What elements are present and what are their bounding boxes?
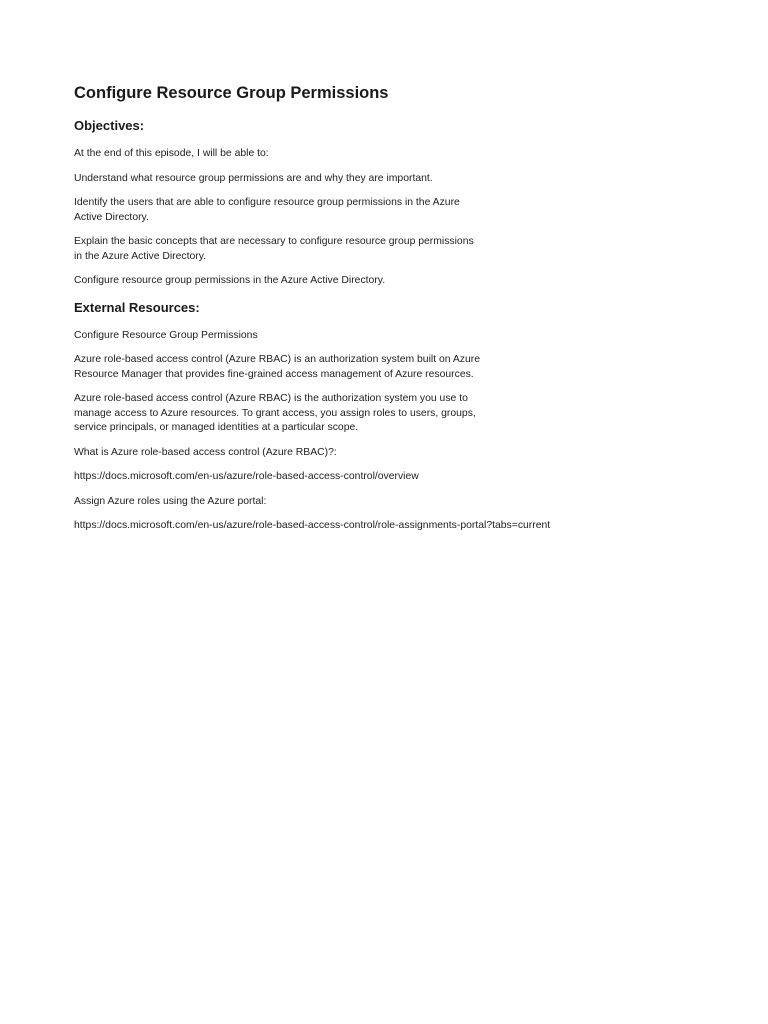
resource-link-label: What is Azure role-based access control (Azure RBAC)?: [74, 446, 337, 458]
external-resources-heading: External Resources: [74, 299, 200, 315]
objective-item: Configure resource group permissions in the Azure Active Directory. [74, 275, 386, 286]
resource-description: Azure role-based access control (Azure RBAC) is the authorization system you use to manage access to Azure resources. To grant access, you assign roles to users, groups, service principals, or managed identities at a particular scope. [74, 393, 476, 433]
objective-item: Explain the basic concepts that are necessary to configure resource group permissions in the Azure Active Directory. [74, 236, 474, 262]
objective-item: Identify the users that are able to configure resource group permissions in the Azure Active Directory. [74, 197, 460, 223]
objectives-intro: At the end of this episode, I will be able to: [74, 148, 269, 159]
resource-description: Azure role-based access control (Azure RBAC) is an authorization system built on Azure Resource Manager that provides fine-grained access management of Azure resources. [74, 354, 480, 380]
resource-link-url[interactable]: https://docs.microsoft.com/en-us/azure/role-based-access-control/overview [74, 471, 419, 482]
resource-link-url[interactable]: https://docs.microsoft.com/en-us/azure/role-based-access-control/role-assignments-portal?tabs=current [74, 520, 551, 531]
objectives-heading: Objectives: [74, 118, 145, 133]
page-title: Configure Resource Group Permissions [74, 84, 389, 102]
resource-title: Configure Resource Group Permissions [74, 329, 258, 341]
resource-link-label: Assign Azure roles using the Azure portal: [74, 495, 267, 507]
objective-item: Understand what resource group permissions are and why they are important. [74, 172, 433, 184]
